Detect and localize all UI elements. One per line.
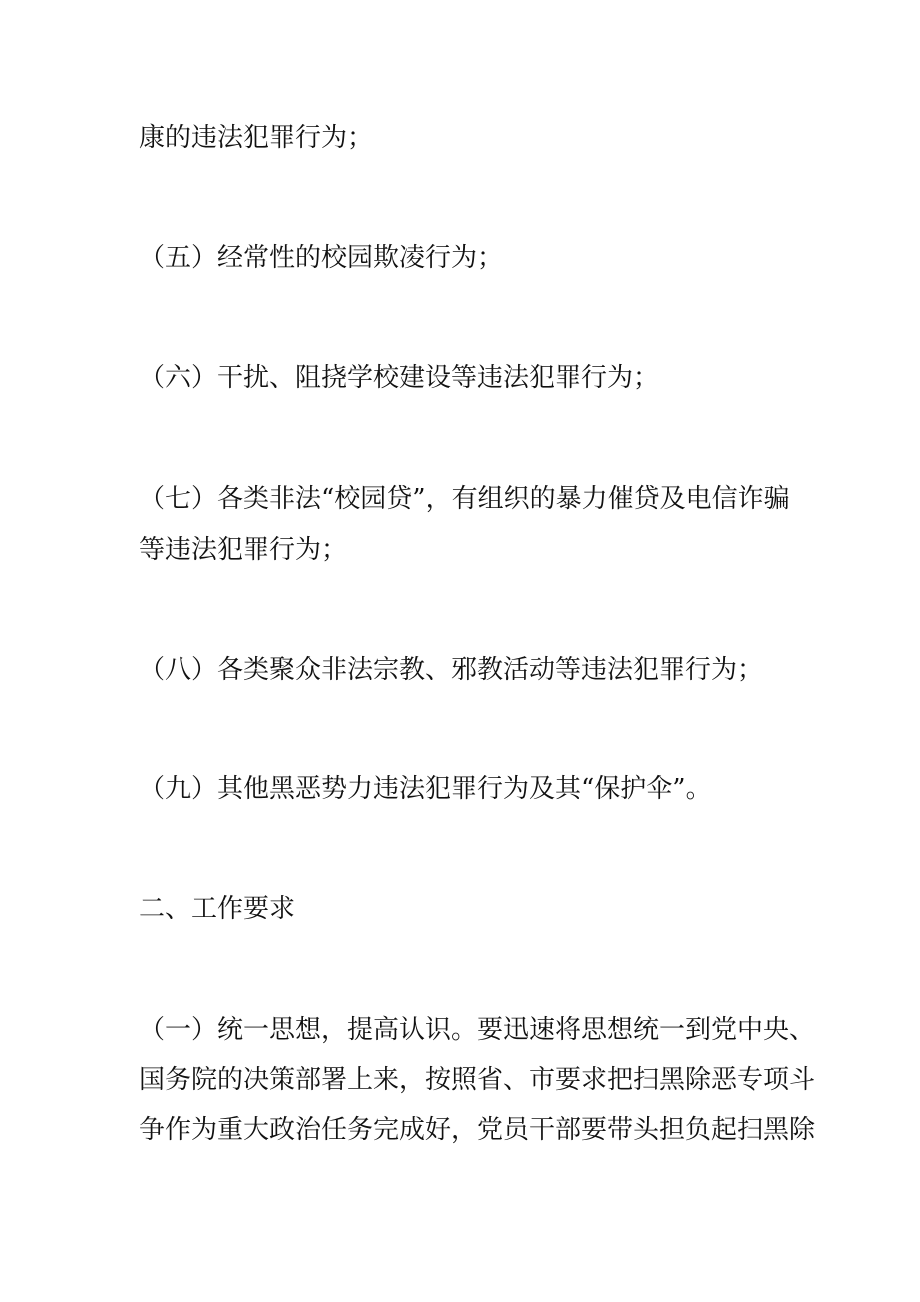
list-item-7: （七）各类非法“校园贷”，有组织的暴力催贷及电信诈骗 — [139, 484, 790, 514]
list-item-8: （八）各类聚众非法宗教、邪教活动等违法犯罪行为； — [139, 655, 764, 685]
section-heading: 二、工作要求 — [139, 894, 296, 924]
list-item-9: （九）其他黑恶势力违法犯罪行为及其“保护伞”。 — [139, 774, 712, 804]
paragraph-line: 国务院的决策部署上来，按照省、市要求把扫黑除恶专项斗 — [139, 1065, 816, 1095]
list-item-5: （五）经常性的校园欺凌行为； — [139, 243, 504, 273]
list-item-6: （六）干扰、阻挠学校建设等违法犯罪行为； — [139, 363, 660, 393]
paragraph-line: 争作为重大政治任务完成好，党员干部要带头担负起扫黑除 — [139, 1115, 816, 1145]
text-line: 等违法犯罪行为； — [139, 535, 348, 565]
text-line: 康的违法犯罪行为； — [139, 123, 374, 153]
paragraph-line: （一）统一思想，提高认识。要迅速将思想统一到党中央、 — [139, 1015, 816, 1045]
